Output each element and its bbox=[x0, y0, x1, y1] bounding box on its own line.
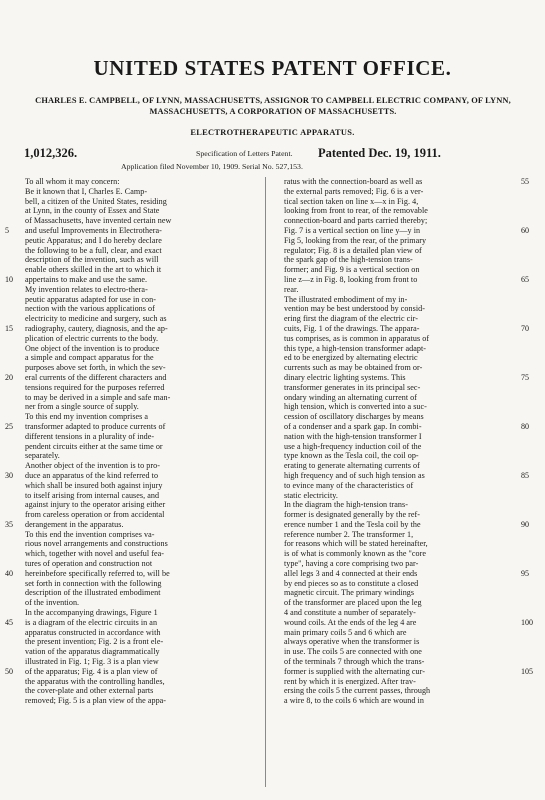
text-line: different tensions in a plurality of inde- bbox=[25, 431, 155, 441]
text-line: of Massachusetts, have invented certain new bbox=[25, 216, 172, 226]
text-line: and useful Improvements in Electrothera- bbox=[25, 225, 162, 235]
text-line: from careless operation or from accidental bbox=[25, 510, 165, 520]
text-line: former; and Fig. 9 is a vertical section on bbox=[284, 265, 420, 275]
text-line: former is supplied with the alternating cur- bbox=[284, 666, 425, 676]
text-line: which shall be insured both against injury bbox=[25, 480, 163, 490]
text-line: of the transformer are placed upon the leg bbox=[284, 598, 422, 608]
text-line: static electricity. bbox=[284, 490, 338, 500]
text-line: a wire 8, to the coils 6 which are wound in bbox=[284, 696, 424, 706]
text-line: peutic apparatus adapted for use in con- bbox=[25, 294, 156, 304]
text-line: by end pieces so as to constitute a closed bbox=[284, 578, 419, 588]
text-line: type known as the Tesla coil, the coil op- bbox=[284, 451, 419, 461]
text-line: line z—z in Fig. 8, looking from front to bbox=[284, 274, 418, 284]
line-number: 55 bbox=[521, 177, 529, 186]
text-line: rent by which it is energized. After trav- bbox=[284, 676, 416, 686]
text-line: main primary coils 5 and 6 which are bbox=[284, 627, 407, 637]
text-line: erence number 1 and the Tesla coil by the bbox=[284, 519, 421, 529]
text-line: for reasons which will be stated hereinafter, bbox=[284, 539, 428, 549]
text-line: against injury to the operator arising either bbox=[25, 500, 166, 510]
line-number: 75 bbox=[521, 373, 529, 382]
text-line: the following to be a full, clear, and exact bbox=[25, 245, 162, 255]
line-number: 90 bbox=[521, 520, 529, 529]
specification-label: Specification of Letters Patent. bbox=[196, 149, 293, 158]
text-line: use a high-frequency induction coil of the bbox=[284, 441, 422, 451]
line-number: 80 bbox=[521, 422, 529, 431]
text-line: apparatus constructed in accordance with bbox=[25, 627, 161, 637]
text-line: wound coils. At the ends of the leg 4 are bbox=[284, 617, 417, 627]
text-line: erating to generate alternating currents of bbox=[284, 461, 420, 471]
line-number: 65 bbox=[521, 275, 529, 284]
text-line: allel legs 3 and 4 connected at their ends bbox=[284, 568, 418, 578]
text-line: To this end the invention comprises va- bbox=[25, 529, 155, 539]
text-line: description of the illustrated embodiment bbox=[25, 588, 161, 598]
text-line: description of the invention, such as will bbox=[25, 255, 159, 265]
text-line: rear. bbox=[284, 284, 299, 294]
text-line: at Lynn, in the county of Essex and State bbox=[25, 206, 160, 216]
text-line: Fig. 7 is a vertical section on line y—y in bbox=[284, 225, 421, 235]
text-line: ed to be energized by alternating electric bbox=[284, 353, 418, 363]
text-line: high frequency and of such high tension as bbox=[284, 470, 425, 480]
text-line: the external parts removed; Fig. 6 is a ver- bbox=[284, 186, 424, 196]
text-line: currents such as may be obtained from or- bbox=[284, 363, 423, 373]
text-line: eral currents of the different characters and bbox=[25, 372, 167, 382]
text-line: the cover-plate and other external parts bbox=[25, 686, 154, 696]
text-line: radiography, cautery, diagnosis, and the ap- bbox=[25, 323, 168, 333]
text-line: electricity to medicine and surgery, such as bbox=[25, 314, 167, 324]
line-number: 85 bbox=[521, 471, 529, 480]
text-line: Another object of the invention is to pro- bbox=[25, 461, 160, 471]
text-line: reference number 2. The transformer 1, bbox=[284, 529, 414, 539]
text-line: nection with the various applications of bbox=[25, 304, 155, 314]
text-line: To this end my invention comprises a bbox=[25, 412, 149, 422]
text-line: this type, a high-tension transformer adapt- bbox=[284, 343, 427, 353]
column-divider bbox=[265, 177, 266, 787]
text-line: illustrated in Fig. 1; Fig. 3 is a plan view bbox=[25, 657, 159, 667]
patent-number: 1,012,326. bbox=[24, 146, 78, 160]
line-number: 35 bbox=[5, 520, 13, 529]
text-line: magnetic circuit. The primary windings bbox=[284, 588, 415, 598]
text-line: cession of oscillatory discharges by means bbox=[284, 412, 424, 422]
text-line: separately. bbox=[25, 451, 60, 461]
text-line: of the terminals 7 through which the trans- bbox=[284, 657, 425, 667]
text-line: to may be derived in a simple and safe man- bbox=[25, 392, 171, 402]
line-number: 40 bbox=[5, 569, 13, 578]
text-line: high tension, which is converted into a suc- bbox=[284, 402, 427, 412]
text-line: nation with the high-tension transformer I bbox=[284, 431, 422, 441]
text-line: a simple and compact apparatus for the bbox=[25, 353, 154, 363]
text-line: One object of the invention is to produce bbox=[25, 343, 160, 353]
text-line: Be it known that I, Charles E. Camp- bbox=[25, 186, 148, 196]
text-line: The illustrated embodiment of my in- bbox=[284, 294, 408, 304]
text-line: former is designated generally by the ref- bbox=[284, 510, 421, 520]
inventor-assignment: CHARLES E. CAMPBELL, OF LYNN, MASSACHUSETTS, ASSIGNOR TO CAMPBELL ELECTRIC COMPANY, OF LYNN, MASSACHUSETTS, A CORPORATION OF MASSACHUSETTS. bbox=[35, 96, 511, 116]
text-line: always operative when the transformer is bbox=[284, 637, 420, 647]
text-line: ner from a single source of supply. bbox=[25, 402, 139, 412]
text-line: of the apparatus; Fig. 4 is a plan view of bbox=[25, 666, 158, 676]
right-text-column bbox=[284, 177, 430, 706]
text-line: To all whom it may concern: bbox=[25, 177, 120, 186]
patented-date: Patented Dec. 19, 1911. bbox=[318, 146, 441, 160]
text-line: type", having a core comprising two par- bbox=[284, 559, 419, 569]
text-line: duce an apparatus of the kind referred to bbox=[25, 470, 159, 480]
line-number: 100 bbox=[521, 618, 533, 627]
text-line: the present invention; Fig. 2 is a front ele- bbox=[25, 637, 164, 647]
text-line: derangement in the apparatus. bbox=[25, 519, 124, 529]
text-line: ondary winding an alternating current of bbox=[284, 392, 418, 402]
left-text-column bbox=[25, 177, 171, 706]
text-line: rious novel arrangements and constructions bbox=[25, 539, 168, 549]
text-line: is of what is commonly known as the "core bbox=[284, 549, 427, 559]
text-line: cuits, Fig. 1 of the drawings. The appara- bbox=[284, 323, 420, 333]
text-line: Fig 5, looking from the rear, of the primary bbox=[284, 235, 427, 245]
text-line: which, together with novel and useful fea- bbox=[25, 549, 164, 559]
line-number: 20 bbox=[5, 373, 13, 382]
text-line: of a condenser and a spark gap. In combi- bbox=[284, 421, 422, 431]
text-line: hereinbefore specifically referred to, will be bbox=[25, 568, 170, 578]
text-line: transformer adapted to produce currents of bbox=[25, 421, 166, 431]
text-line: regulator; Fig. 8 is a detailed plan view of bbox=[284, 245, 422, 255]
line-number: 50 bbox=[5, 667, 13, 676]
text-line: removed; Fig. 5 is a plan view of the appa- bbox=[25, 696, 167, 706]
text-line: In the accompanying drawings, Figure 1 bbox=[25, 608, 158, 618]
text-line: bell, a citizen of the United States, residing bbox=[25, 196, 167, 206]
text-line: tensions required for the purposes referred bbox=[25, 382, 165, 392]
text-line: enable others skilled in the art to which it bbox=[25, 265, 162, 275]
text-line: to evince many of the characteristics of bbox=[284, 480, 414, 490]
text-line: plication of electric currents to the body. bbox=[25, 333, 159, 343]
text-line: dinary electric lighting systems. This bbox=[284, 372, 406, 382]
text-line: looking from front to rear, of the removable bbox=[284, 206, 428, 216]
text-line: vation of the apparatus diagrammatically bbox=[25, 647, 160, 657]
text-line: ersing the coils 5 the current passes, through bbox=[284, 686, 431, 696]
text-line: vention may be best understood by consid- bbox=[284, 304, 425, 314]
line-number: 70 bbox=[521, 324, 529, 333]
patent-subject: ELECTROTHERAPEUTIC APPARATUS. bbox=[190, 128, 355, 137]
application-filed: Application filed November 10, 1909. Serial No. 527,153. bbox=[121, 162, 303, 171]
text-line: ering first the diagram of the electric cir- bbox=[284, 314, 418, 324]
line-number: 45 bbox=[5, 618, 13, 627]
text-line: the spark gap of the high-tension trans- bbox=[284, 255, 413, 265]
text-line: set forth in connection with the following bbox=[25, 578, 162, 588]
line-number: 10 bbox=[5, 275, 13, 284]
text-line: is a diagram of the electric circuits in an bbox=[25, 617, 158, 627]
text-line: purposes above set forth, in which the sev- bbox=[25, 363, 166, 373]
text-line: to itself arising from internal causes, and bbox=[25, 490, 160, 500]
text-line: My invention relates to electro-thera- bbox=[25, 284, 148, 294]
text-line: tical section taken on line x—x in Fig. 4, bbox=[284, 196, 419, 206]
text-line: transformer generates in its principal sec- bbox=[284, 382, 421, 392]
text-line: in use. The coils 5 are connected with one bbox=[284, 647, 422, 657]
line-number: 60 bbox=[521, 226, 529, 235]
line-number: 5 bbox=[5, 226, 9, 235]
line-number: 95 bbox=[521, 569, 529, 578]
text-line: pendent circuits either at the same time or bbox=[25, 441, 163, 451]
line-number: 30 bbox=[5, 471, 13, 480]
text-line: tus comprises, as is common in apparatus of bbox=[284, 333, 430, 343]
text-line: ratus with the connection-board as well as bbox=[284, 177, 423, 186]
text-line: of the invention. bbox=[25, 598, 80, 608]
text-line: 4 and constitute a number of separately- bbox=[284, 608, 416, 618]
text-line: the apparatus with the controlling handles, bbox=[25, 676, 165, 686]
text-line: appertains to make and use the same. bbox=[25, 274, 148, 284]
line-number: 105 bbox=[521, 667, 533, 676]
line-number: 25 bbox=[5, 422, 13, 431]
text-line: In the diagram the high-tension trans- bbox=[284, 500, 408, 510]
patent-office-heading: UNITED STATES PATENT OFFICE. bbox=[93, 56, 452, 80]
text-line: connection-board and parts carried thereby; bbox=[284, 216, 428, 226]
text-line: peutic Apparatus; and I do hereby declare bbox=[25, 235, 162, 245]
text-line: tures of operation and construction not bbox=[25, 559, 153, 569]
line-number: 15 bbox=[5, 324, 13, 333]
